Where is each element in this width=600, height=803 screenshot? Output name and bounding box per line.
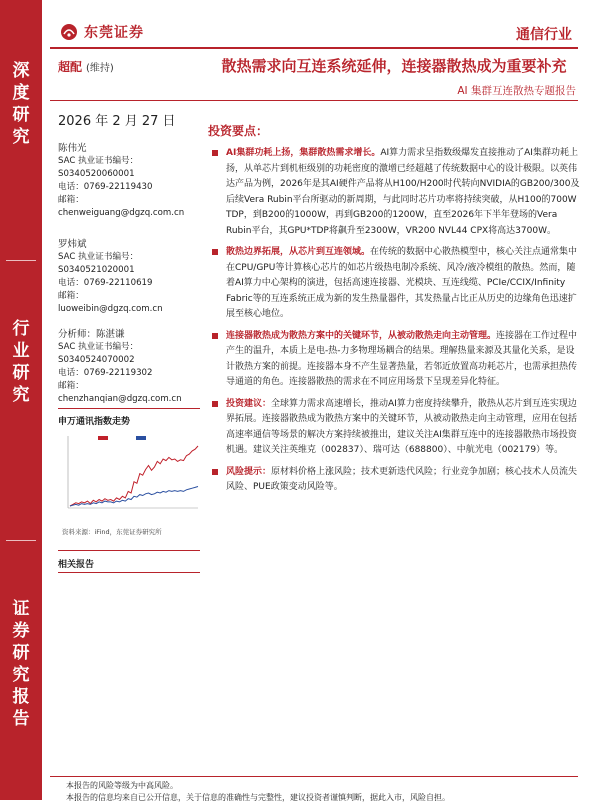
legend-swatch-series-2 [136, 436, 146, 440]
sidebar-char: 券 [12, 621, 30, 641]
highlight-lead: 连接器散热成为散热方案中的关键环节，从被动散热走向主动管理。 [226, 330, 497, 341]
sidebar-divider [6, 540, 36, 541]
analyst-block [58, 142, 203, 220]
bullet-square-icon [212, 401, 218, 407]
analyst-block [58, 328, 203, 406]
sidebar-char: 报 [12, 687, 30, 707]
highlight-text: 原材料价格上涨风险；技术更新迭代风险；行业竞争加剧；核心技术人员流失风险、PUE政策变动风险等。 [226, 466, 578, 492]
title-divider [50, 100, 578, 101]
analyst-line: SAC 执业证书编号： [58, 156, 139, 166]
analyst-line: 电话：0769-22110619 [58, 278, 153, 288]
bullet-square-icon [212, 333, 218, 339]
legend-swatch-series-1 [98, 436, 108, 440]
highlight-text: 连接器在工作过程中产生的温升，本质上是电-热-力多物理场耦合的结果。理解热量来源及其量化关系，是设计散热方案的前提。连接器本身不产生显著热量，若邻近放置高功耗芯片，也需承担热传导通道的角色。连接器散热的需求在不同应用场景下呈现差异化特征。 [226, 330, 578, 387]
sidebar-char: 深 [12, 61, 30, 81]
analyst-name: 陈伟光 [58, 143, 87, 154]
logo-emblem-icon [60, 23, 78, 41]
left-sidebar-band [0, 0, 42, 800]
analyst-name: 罗炜斌 [58, 239, 87, 250]
header-divider [50, 47, 578, 49]
sidebar-label-depth-research [0, 60, 42, 148]
sidebar-char: 告 [12, 709, 30, 729]
report-title: 散热需求向互连系统延伸，连接器散热成为重要补充 [221, 57, 567, 75]
rating [58, 58, 114, 75]
footer-risk-level: 本报告的风险等级为中高风险。 [66, 781, 178, 790]
bullet-square-icon [212, 469, 218, 475]
report-date: 2026 年 2 月 27 日 [58, 114, 176, 129]
sidebar-divider [6, 260, 36, 261]
logo-text: 东莞证券 [84, 25, 144, 41]
footer-disclaimer: 本报告的信息均来自已公开信息，关于信息的准确性与完整性，建议投资者谨慎判断，据此入市，风险自担。 [66, 793, 450, 802]
highlight-item [212, 146, 580, 239]
analyst-line: SAC 执业证书编号： [58, 252, 139, 262]
sidebar-char: 究 [12, 127, 30, 147]
highlight-lead: 投资建议： [226, 398, 272, 409]
analyst-line: S0340521020001 [58, 265, 135, 275]
highlight-item [212, 397, 580, 459]
analyst-line: 邮箱： [58, 291, 84, 301]
highlight-item [212, 465, 580, 496]
analyst-line: S0340524070002 [58, 355, 135, 365]
investment-highlights [212, 146, 580, 502]
highlight-text: 全球算力需求高速增长，推动AI算力密度持续攀升，散热从芯片到互连实现边界拓展。连接器散热成为散热方案中的关键环节，从被动散热走向主动管理，应用在包括高速率通信等场景的解决方案持续被推出，建议关注AI集群互连中的连接器散热市场投资机遇。建议关注英维克（002837）、瑞可达（688800）、中航光电（002179）等。 [226, 398, 578, 455]
bullet-square-icon [212, 249, 218, 255]
analyst-email[interactable]: luoweibin@dgzq.com.cn [58, 304, 163, 314]
chart-source: 资料来源：iFind，东莞证券研究所 [62, 528, 162, 536]
rating-value: 超配 [58, 60, 83, 74]
industry-label: 通信行业 [516, 27, 572, 43]
analyst-line: 邮箱： [58, 195, 84, 205]
sidebar-section-divider [58, 550, 200, 551]
sidebar-char: 度 [12, 83, 30, 103]
analyst-name: 分析师：陈湛谦 [58, 329, 125, 340]
sidebar-char: 研 [12, 643, 30, 663]
analyst-email[interactable]: chenzhanqian@dgzq.com.cn [58, 394, 182, 404]
investment-highlights-heading: 投资要点： [208, 124, 269, 138]
analyst-line: S0340520060001 [58, 169, 135, 179]
related-reports-label: 相关报告 [58, 560, 95, 570]
analyst-line: 邮箱： [58, 381, 84, 391]
highlight-item [212, 245, 580, 323]
sidebar-char: 业 [12, 341, 30, 361]
index-chart [58, 428, 203, 518]
analyst-line: 电话：0769-22119302 [58, 368, 153, 378]
analyst-block [58, 238, 203, 316]
sidebar-char: 行 [12, 319, 30, 339]
highlight-text: AI算力需求呈指数级爆发直接推动了AI集群功耗上扬，从单芯片到机柜级别的功耗密度的激增已经超越了传统数据中心的设计极限。以英伟达产品为例，2026年是其AI硬件产品将从H100/H200时代转向NVIDIA的GB200/300及后续Vera Rubin平台所驱动的新周期，与此同时芯片功率将持续突破，从H100的700W TDP，到B200的1000W，再到GB200的1200W，直至2026年下半年登场的Vera Rubin平台，其GPU*TDP将飙升至2300W，VR200 NVL44 CPX将高达3700W。 [226, 148, 580, 236]
sidebar-char: 究 [12, 665, 30, 685]
analyst-line: SAC 执业证书编号： [58, 342, 139, 352]
analyst-email[interactable]: chenweiguang@dgzq.com.cn [58, 208, 185, 218]
footer-divider [50, 776, 578, 777]
sidebar-section-divider [58, 408, 200, 409]
index-chart-svg [58, 428, 203, 518]
sidebar-char: 证 [12, 599, 30, 619]
highlight-lead: 风险提示： [226, 466, 272, 477]
highlight-item [212, 329, 580, 391]
highlight-lead: AI集群功耗上扬，集群散热需求增长。 [226, 148, 381, 158]
sidebar-section-divider [58, 572, 200, 573]
analyst-line: 电话：0769-22119430 [58, 182, 153, 192]
rating-sub: (维持) [86, 63, 114, 74]
sidebar-label-securities-report [0, 598, 42, 730]
report-subtitle: AI 集群互连散热专题报告 [457, 85, 576, 97]
highlight-lead: 散热边界拓展，从芯片到互连领域。 [226, 247, 371, 257]
sidebar-label-industry-research [0, 318, 42, 406]
chart-title: 申万通讯指数走势 [58, 417, 131, 427]
highlight-text: 在传统的数据中心散热模型中，核心关注点通常集中在CPU/GPU等计算核心芯片的如芯片级热电制冷系统、风冷/液冷模组的散热。然而，随着AI算力中心架构的演进，包括高速连接器、光模块、互连线缆、PCIe/CCIX/Infinity Fabric等的互连系统正成为新的发生热量器件，其发热量占比正从历史的边缘角色迅速扩展至核心地位。 [226, 247, 578, 319]
company-logo [60, 22, 144, 42]
sidebar-char: 究 [12, 385, 30, 405]
bullet-square-icon [212, 150, 218, 156]
sidebar-char: 研 [12, 105, 30, 125]
sidebar-char: 研 [12, 363, 30, 383]
